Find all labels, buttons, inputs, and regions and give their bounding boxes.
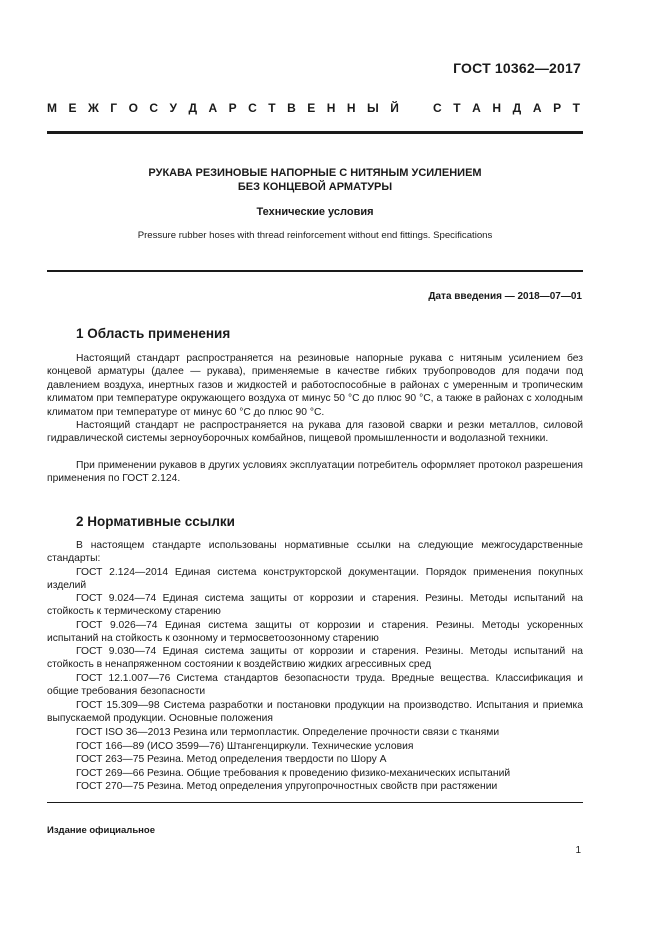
heading-letter: Ы (366, 101, 379, 115)
heading-letter: Н (346, 101, 356, 115)
footer-rule (47, 802, 583, 803)
official-edition-label: Издание официальное (47, 825, 155, 836)
reference-item: ГОСТ 9.024—74 Единая система защиты от коррозии и старения. Резины. Методы испытаний на стойкость к термическому старению (47, 593, 583, 618)
heading-letter: Е (68, 101, 77, 115)
heading-letter: О (128, 101, 138, 115)
top-rule (47, 131, 583, 134)
heading-letter: Ж (87, 101, 99, 115)
heading-letter: Д (188, 101, 198, 115)
reference-item: ГОСТ 15.309—98 Система разработки и постановки продукции на производство. Испытания и приемка выпускаемой продукции. Основные положения (47, 700, 583, 725)
reference-item: ГОСТ 270—75 Резина. Метод определения упругопрочностных свойств при растяжении (76, 781, 498, 792)
heading-letter: С (248, 101, 257, 115)
reference-item: ГОСТ 269—66 Резина. Общие требования к проведению физико-механических испытаний (76, 768, 511, 779)
interstate-word (47, 101, 399, 115)
document-title (47, 166, 583, 194)
document-subtitle: Технические условия (256, 206, 374, 218)
heading-letter: С (149, 101, 159, 115)
reference-item: ГОСТ 9.030—74 Единая система защиты от коррозии и старения. Резины. Методы испытаний на стойкость в ненапряженном состоянии к воздействию жидких агрессивных сред (47, 646, 583, 671)
heading-letter: Т (572, 101, 580, 115)
section-title: 2 Нормативные ссылки (76, 514, 235, 529)
heading-letter: А (208, 101, 218, 115)
heading-letter: Г (110, 101, 118, 115)
paragraph: При применении рукавов в других условиях эксплуатации потребитель оформляет протокол разрешения применения по ГОСТ 2.124. (47, 460, 583, 485)
paragraph: В настоящем стандарте использованы нормативные ссылки на следующие межгосударственные стандарты: (47, 540, 583, 565)
heading-letter: Н (326, 101, 336, 115)
reference-item: ГОСТ 166—89 (ИСО 3599—76) Штангенциркули. Технические условия (76, 741, 414, 752)
heading-letter: Н (492, 101, 502, 115)
heading-letter: У (169, 101, 177, 115)
title-line: БЕЗ КОНЦЕВОЙ АРМАТУРЫ (237, 181, 393, 193)
page-number: 1 (575, 845, 581, 856)
title-line: РУКАВА РЕЗИНОВЫЕ НАПОРНЫЕ С НИТЯНЫМ УСИЛЕНИЕМ (148, 167, 482, 179)
heading-letter: М (47, 101, 57, 115)
reference-item: ГОСТ 2.124—2014 Единая система конструкторской документации. Порядок применения покупных изделий (47, 567, 583, 592)
reference-item: ГОСТ 9.026—74 Единая система защиты от коррозии и старения. Резины. Методы ускоренных испытаний на стойкость к озонному и термосветоозонному старению (47, 620, 583, 645)
heading-letter: Е (307, 101, 316, 115)
middle-rule (47, 270, 583, 272)
heading-letter: Р (553, 101, 562, 115)
heading-letter: А (532, 101, 542, 115)
heading-letter: А (472, 101, 481, 115)
paragraph: Настоящий стандарт не распространяется на рукава для газовой сварки и резки металлов, силовой гидравлической системы зерноуборочных комбайнов, пищевой промышленности и водолазной техники. (47, 420, 583, 445)
heading-letter: Д (512, 101, 522, 115)
heading-letter: Й (390, 101, 399, 115)
interstate-standard-heading (47, 101, 580, 115)
heading-letter: Р (228, 101, 237, 115)
paragraph: Настоящий стандарт распространяется на резиновые напорные рукава с нитяным усилением без концевой арматуры (далее — рукава), применяемые в качестве гибких трубопроводов для подачи под давлением воздуха, инертных газов и жидкостей и работоспособные в районах с умеренным и тропическим климатом при температуре окружающего воздуха от минус 50 °С до плюс 90 °С, а также в районах с холодным климатом при температуре от минус 60 °С до плюс 90 °С. (47, 353, 583, 418)
heading-letter: Т (453, 101, 461, 115)
reference-item: ГОСТ 263—75 Резина. Метод определения твердости по Шору А (76, 754, 387, 765)
heading-letter: С (433, 101, 442, 115)
heading-letter: В (287, 101, 296, 115)
reference-item: ГОСТ ISO 36—2013 Резина или термопластик. Определение прочности связи с тканями (76, 727, 500, 738)
document-code: ГОСТ 10362—2017 (453, 60, 581, 76)
standard-word (433, 101, 580, 115)
introduction-date: Дата введения — 2018—07—01 (428, 291, 582, 302)
english-title: Pressure rubber hoses with thread reinforcement without end fittings. Specifications (137, 230, 493, 241)
heading-letter: Т (268, 101, 276, 115)
reference-item: ГОСТ 12.1.007—76 Система стандартов безопасности труда. Вредные вещества. Классификация и общие требования безопасности (47, 673, 583, 698)
section-title: 1 Область применения (76, 326, 231, 341)
